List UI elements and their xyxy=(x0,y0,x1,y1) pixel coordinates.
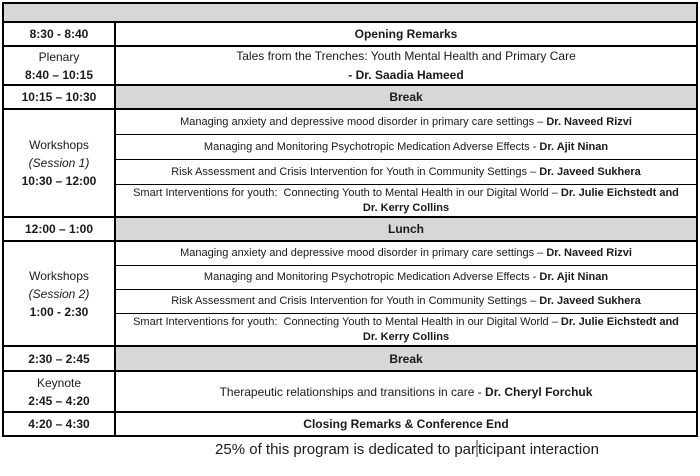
session-number: (Session 2) xyxy=(28,286,90,301)
workshop-topic xyxy=(128,315,684,344)
time-text: 8:40 – 10:15 xyxy=(24,67,94,82)
topic-speaker: Dr. Javeed Sukhera xyxy=(539,165,641,178)
workshop-topic-row xyxy=(116,185,696,216)
topic-title: Risk Assessment and Crisis Intervention for Youth in Community Settings – xyxy=(171,165,540,178)
row-workshops-session-1 xyxy=(4,110,696,218)
time-cell-keynote xyxy=(4,372,116,411)
row-opening-remarks xyxy=(4,23,696,47)
time-cell-lunch xyxy=(4,218,116,240)
session-cell-lunch xyxy=(116,218,696,240)
footer-note-text-after: ticipant interaction xyxy=(478,441,599,458)
time-cell-break-2 xyxy=(4,347,116,370)
row-break-2 xyxy=(4,347,696,372)
topic-speaker: Dr. Ajit Ninan xyxy=(539,271,609,284)
session-cell-break-1 xyxy=(116,86,696,108)
row-lunch xyxy=(4,218,696,242)
workshop-topic xyxy=(171,165,641,179)
topic-title: Smart Interventions for youth: Connecting Youth to Mental Health in our Digital World – xyxy=(133,316,561,329)
time-text: 1:00 - 2:30 xyxy=(29,304,89,319)
row-closing-remarks xyxy=(4,413,696,435)
topic-speaker: Dr. Javeed Sukhera xyxy=(539,295,641,308)
workshop-topic xyxy=(180,115,632,129)
workshops-2-topic-list xyxy=(116,242,696,345)
session-title: Break xyxy=(389,351,423,366)
topic-title: Risk Assessment and Crisis Intervention for Youth in Community Settings – xyxy=(171,295,540,308)
workshops-1-topic-list xyxy=(116,110,696,216)
session-number: (Session 1) xyxy=(28,156,90,170)
workshop-topic xyxy=(204,270,608,284)
session-title: Opening Remarks xyxy=(354,27,458,41)
topic-speaker: Dr. Julie Eichstedt and Dr. Kerry Collins xyxy=(362,316,679,343)
workshop-topic xyxy=(128,186,684,215)
row-keynote xyxy=(4,372,696,413)
topic-title: Managing anxiety and depressive mood disorder in primary care settings – xyxy=(180,115,547,128)
session-title: Tales from the Trenches: Youth Mental Health and Primary Care xyxy=(236,48,576,63)
workshop-topic-row xyxy=(116,314,696,345)
session-title: Therapeutic relationships and transitions in care - xyxy=(219,384,486,399)
session-label: Workshops xyxy=(29,138,89,152)
topic-speaker: Dr. Naveed Rizvi xyxy=(546,247,632,260)
topic-title: Smart Interventions for youth: Connecting Youth to Mental Health in our Digital World – xyxy=(133,187,561,200)
workshop-topic-row xyxy=(116,242,696,266)
session-cell-opening xyxy=(116,23,696,45)
time-cell-workshops-1 xyxy=(4,110,116,216)
topic-speaker: Dr. Naveed Rizvi xyxy=(546,115,632,128)
topic-title: Managing and Monitoring Psychotropic Medication Adverse Effects - xyxy=(203,140,540,153)
workshop-topic-row xyxy=(116,135,696,160)
workshop-topic-row xyxy=(116,110,696,135)
schedule-table xyxy=(2,2,698,437)
session-title: Lunch xyxy=(388,222,424,236)
session-speaker: - Dr. Saadia Hameed xyxy=(348,67,464,82)
session-title: Break xyxy=(389,90,423,104)
topic-speaker: Dr. Ajit Ninan xyxy=(539,140,609,153)
time-cell-plenary xyxy=(4,47,116,84)
session-cell-break-2 xyxy=(116,347,696,370)
time-cell-break-1 xyxy=(4,86,116,108)
session-cell-closing xyxy=(116,413,696,435)
time-text: 10:15 – 10:30 xyxy=(21,90,97,104)
workshop-topic-row xyxy=(116,290,696,314)
session-label: Plenary xyxy=(38,49,80,64)
footer-note[interactable] xyxy=(114,437,700,458)
time-text: 10:30 – 12:00 xyxy=(21,174,97,188)
session-label: Keynote xyxy=(36,375,82,390)
table-spacer-row xyxy=(4,4,696,23)
row-plenary xyxy=(4,47,696,86)
plenary-text-stack xyxy=(124,47,688,84)
workshop-topic xyxy=(171,294,641,308)
topic-speaker: Dr. Julie Eichstedt and Dr. Kerry Collins xyxy=(362,187,679,214)
time-text: 2:30 – 2:45 xyxy=(28,351,90,366)
time-text: 12:00 – 1:00 xyxy=(24,222,94,236)
topic-title: Managing and Monitoring Psychotropic Medication Adverse Effects - xyxy=(203,271,540,284)
time-cell-workshops-2 xyxy=(4,242,116,345)
session-speaker: Dr. Cheryl Forchuk xyxy=(485,384,593,399)
time-cell-closing xyxy=(4,413,116,435)
time-text: 2:45 – 4:20 xyxy=(28,393,90,408)
workshop-topic-row xyxy=(116,160,696,185)
keynote-text xyxy=(220,385,593,399)
session-title: Closing Remarks & Conference End xyxy=(303,417,509,431)
footer-note-text-before: 25% of this program is dedicated to par xyxy=(215,441,477,458)
time-text: 4:20 – 4:30 xyxy=(28,417,90,431)
workshop-topic-row xyxy=(116,266,696,290)
session-cell-keynote xyxy=(116,372,696,411)
workshop-topic xyxy=(180,246,632,260)
session-cell-plenary xyxy=(116,47,696,84)
workshop-topic xyxy=(204,140,608,154)
session-label: Workshops xyxy=(29,268,89,283)
time-text: 8:30 - 8:40 xyxy=(29,27,89,41)
row-break-1 xyxy=(4,86,696,110)
topic-title: Managing anxiety and depressive mood disorder in primary care settings – xyxy=(180,247,547,260)
time-cell-opening xyxy=(4,23,116,45)
row-workshops-session-2 xyxy=(4,242,696,347)
